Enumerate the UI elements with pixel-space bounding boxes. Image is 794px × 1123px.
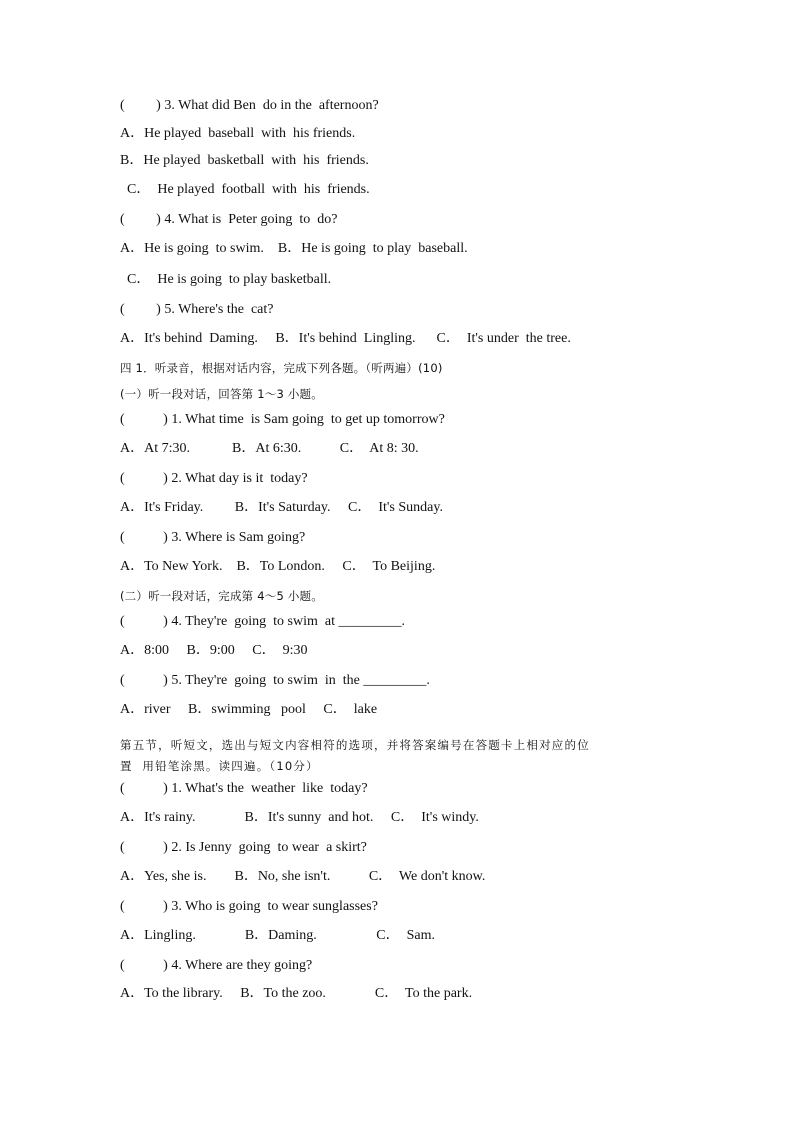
s4-question-5: ( ) 5. They're going to swim in the _________. xyxy=(120,673,430,688)
section-5-heading: 第五节，听短文，选出与短文内容相符的选项，并将答案编号在答题卡上相对应的位 xyxy=(120,738,590,752)
q3-option-b: B．He played basketball with his friends. xyxy=(120,153,369,168)
s4-q5-options: A．river B．swimming pool C． lake xyxy=(120,702,378,717)
s5-question-3: ( ) 3. Who is going to wear sunglasses? xyxy=(120,899,378,914)
s5-q4-options: A．To the library. B．To the zoo. C． To the park. xyxy=(120,986,473,1001)
s5-question-1: ( ) 1. What's the weather like today? xyxy=(120,781,368,796)
s4-q1-options: A．At 7:30. B．At 6:30. C． At 8: 30. xyxy=(120,441,419,456)
q3-option-c: C． He played football with his friends. xyxy=(120,182,370,197)
subsection-1-heading: (一）听一段对话，回答第 1～3 小题。 xyxy=(120,387,323,401)
q5-options: A．It's behind Daming. B．It's behind Lingling. C． It's under the tree. xyxy=(120,331,571,346)
question-5-cat: ( ) 5. Where's the cat? xyxy=(120,302,274,317)
s4-question-1: ( ) 1. What time is Sam going to get up tomorrow? xyxy=(120,412,445,427)
question-3-ben-afternoon: ( ) 3. What did Ben do in the afternoon? xyxy=(120,98,379,113)
q3-option-a: A．He played baseball with his friends. xyxy=(120,126,356,141)
s4-question-2: ( ) 2. What day is it today? xyxy=(120,471,308,486)
s5-q1-options: A．It's rainy. B．It's sunny and hot. C． It's windy. xyxy=(120,810,479,825)
s5-question-2: ( ) 2. Is Jenny going to wear a skirt? xyxy=(120,840,367,855)
subsection-2-heading: (二）听一段对话，完成第 4～5 小题。 xyxy=(120,589,323,603)
s4-question-4: ( ) 4. They're going to swim at _________. xyxy=(120,614,405,629)
s5-question-4: ( ) 4. Where are they going? xyxy=(120,958,313,973)
s4-q3-options: A．To New York. B．To London. C． To Beijing. xyxy=(120,559,436,574)
s4-question-3: ( ) 3. Where is Sam going? xyxy=(120,530,306,545)
q4-options-a-b: A．He is going to swim. B．He is going to play baseball. xyxy=(120,241,468,256)
section-4-heading: 四 1．听录音，根据对话内容，完成下列各题。（听两遍）(10) xyxy=(120,361,443,375)
s5-q3-options: A．Lingling. B．Daming. C． Sam. xyxy=(120,928,435,943)
question-4-peter: ( ) 4. What is Peter going to do? xyxy=(120,212,338,227)
q4-option-c: C． He is going to play basketball. xyxy=(120,272,332,287)
s4-q2-options: A．It's Friday. B．It's Saturday. C． It's Sunday. xyxy=(120,500,443,515)
s5-q2-options: A．Yes, she is. B．No, she isn't. C． We don't know. xyxy=(120,869,486,884)
section-5-heading-cont: 置 用铅笔涂黑。读四遍。（10分） xyxy=(120,759,319,773)
s4-q4-options: A．8:00 B．9:00 C． 9:30 xyxy=(120,643,308,658)
